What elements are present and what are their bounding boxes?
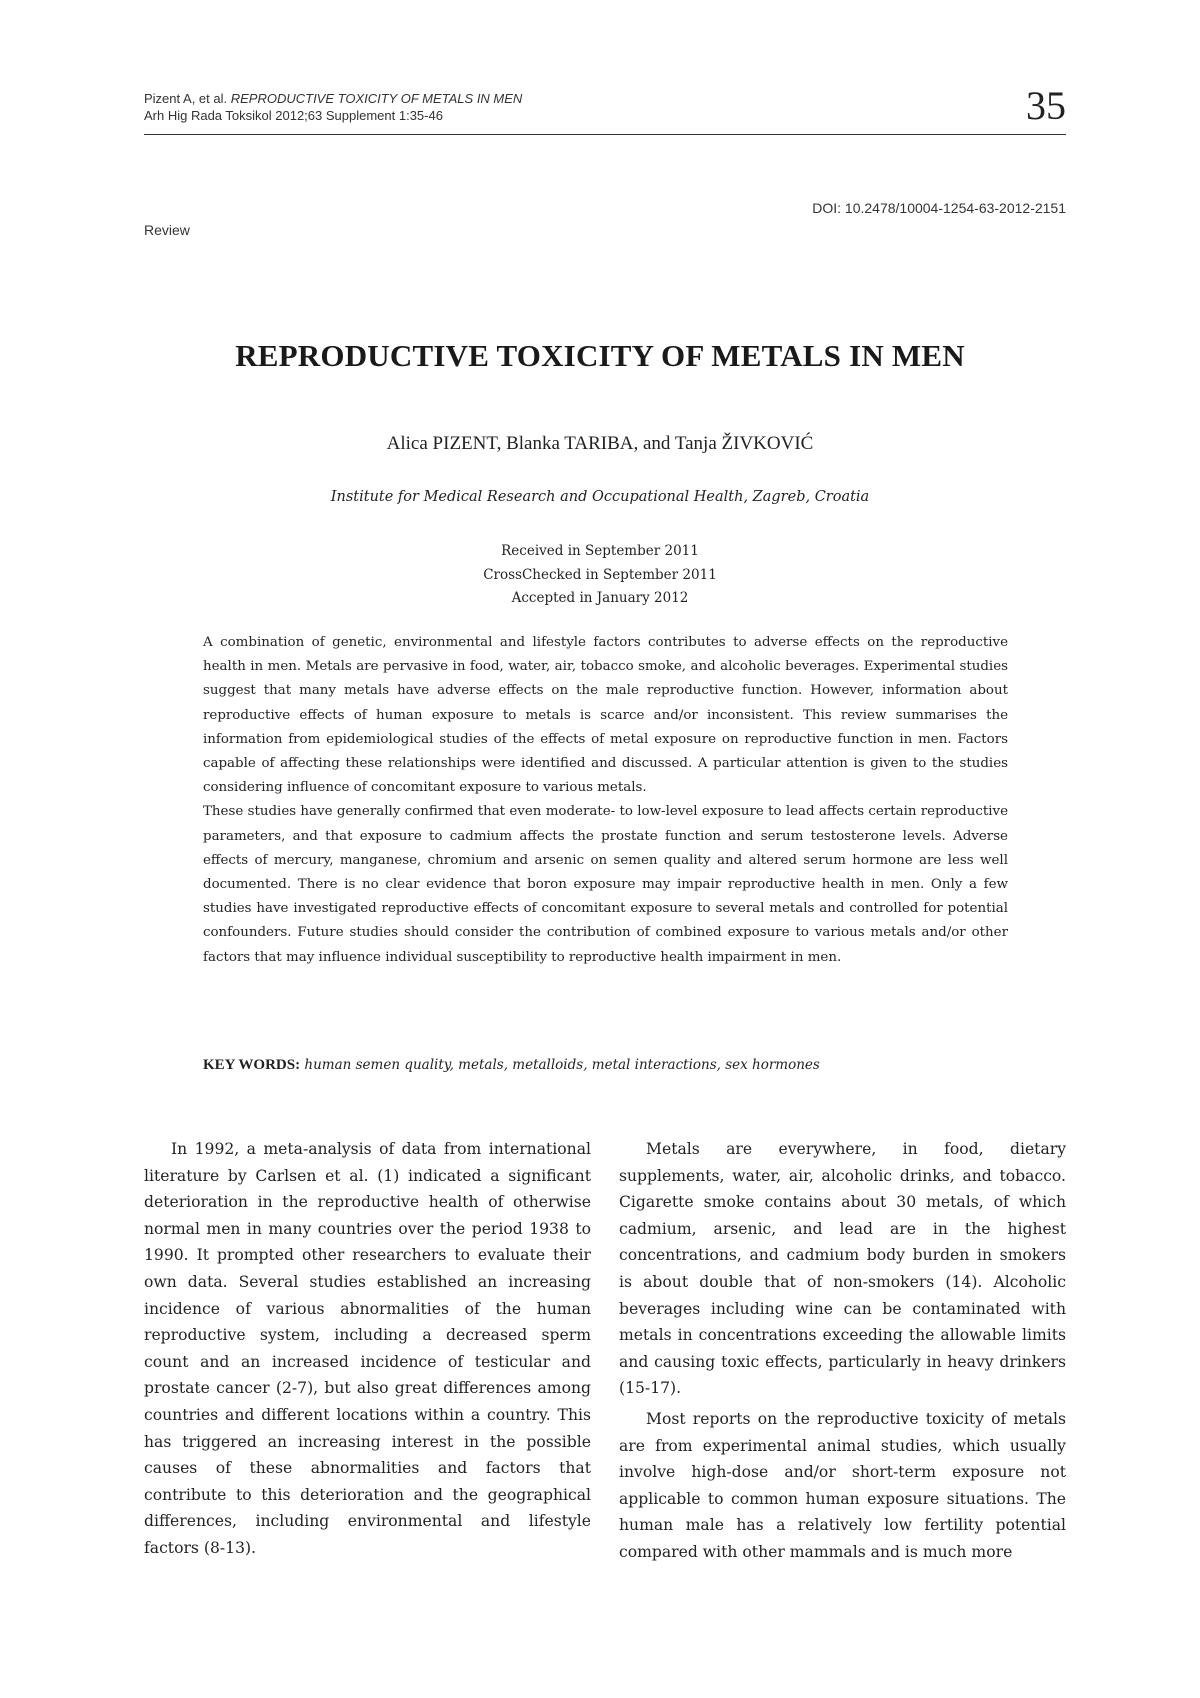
affiliation: Institute for Medical Research and Occupational Health, Zagreb, Croatia xyxy=(330,489,870,505)
authors: Alica PIZENT, Blanka TARIBA, and Tanja ŽIVKOVIĆ xyxy=(386,433,814,454)
running-head-citation: Arh Hig Rada Toksikol 2012;63 Supplement 1:35-46 xyxy=(144,108,443,123)
body-paragraph: Metals are everywhere, in food, dietary supplements, water, air, alcoholic drinks, and tobacco. Cigarette smoke contains about 30 metals, of which cadmium, arsenic, and lead are in the highest concentrations, and cadmium body burden in smokers is about double that of non-smokers (14). Alcoholic beverages including wine can be contaminated with metals in concentrations exceeding the allowable limits and causing toxic effects, particularly in heavy drinkers (15-17). xyxy=(619,1140,1066,1398)
doi: DOI: 10.2478/10004-1254-63-2012-2151 xyxy=(812,200,1066,216)
header-rule xyxy=(144,134,1066,135)
keywords-list: human semen quality, metals, metalloids, metal interactions, sex hormones xyxy=(304,1057,820,1073)
running-head-line-1 xyxy=(144,90,1066,107)
abstract xyxy=(203,631,1008,970)
running-head-title: REPRODUCTIVE TOXICITY OF METALS IN MEN xyxy=(230,91,523,106)
running-head xyxy=(144,83,1066,128)
running-head-authors: Pizent A, et al. xyxy=(144,91,228,106)
keywords xyxy=(203,1057,1008,1074)
keywords-label: KEY WORDS: xyxy=(203,1057,301,1073)
article-title: REPRODUCTIVE TOXICITY OF METALS IN MEN xyxy=(235,338,965,373)
body-column-left xyxy=(144,1136,591,1566)
body-paragraph: Most reports on the reproductive toxicity of metals are from experimental animal studies, which usually involve high-dose and/or short-term exposure not applicable to common human exposure situations. The human male has a relatively low fertility potential compared with other mammals and is much more xyxy=(619,1409,1066,1561)
abstract-paragraph-1: A combination of genetic, environmental and lifestyle factors contributes to adverse effects on the reproductive health in men. Metals are pervasive in food, water, air, tobacco smoke, and alcoholic beverages. Experimental studies suggest that many metals have adverse effects on the male reproductive function. However, information about reproductive effects of human exposure to metals is scarce and/or inconsistent. This review summarises the information from epidemiological studies of the effects of metal exposure on reproductive function in men. Factors capable of affecting these relationships were identified and discussed. A particular attention is given to the studies considering influence of concomitant exposure to various metals. xyxy=(203,635,1008,796)
page-number: 35 xyxy=(1026,83,1066,128)
date-received: Received in September 2011 xyxy=(501,543,699,559)
abstract-paragraph-2: These studies have generally confirmed that even moderate- to low-level exposure to lead affects certain reproductive parameters, and that exposure to cadmium affects the prostate function and serum testosterone levels. Adverse effects of mercury, manganese, chromium and arsenic on semen quality and altered serum hormone are less well documented. There is no clear evidence that boron exposure may impair reproductive health in men. Only a few studies have investigated reproductive effects of concomitant exposure to several metals and controlled for potential confounders. Future studies should consider the contribution of combined exposure to various metals and/or other factors that may influence individual susceptibility to reproductive health impairment in men. xyxy=(203,804,1008,965)
manuscript-dates xyxy=(0,540,1200,611)
body-column-right xyxy=(619,1136,1066,1570)
article-type: Review xyxy=(144,222,190,238)
date-crosschecked: CrossChecked in September 2011 xyxy=(483,566,717,583)
body-paragraph: In 1992, a meta-analysis of data from international literature by Carlsen et al. (1) indicated a significant deterioration in the reproductive health of otherwise normal men in many countries over the period 1938 to 1990. It prompted other researchers to evaluate their own data. Several studies established an increasing incidence of various abnormalities of the human reproductive system, including a decreased sperm count and an increased incidence of testicular and prostate cancer (2-7), but also great differences among countries and different locations within a country. This has triggered an increasing interest in the possible causes of these abnormalities and factors that contribute to this deterioration and the geographical differences, including environmental and lifestyle factors (8-13). xyxy=(144,1140,591,1557)
date-accepted: Accepted in January 2012 xyxy=(511,590,689,606)
